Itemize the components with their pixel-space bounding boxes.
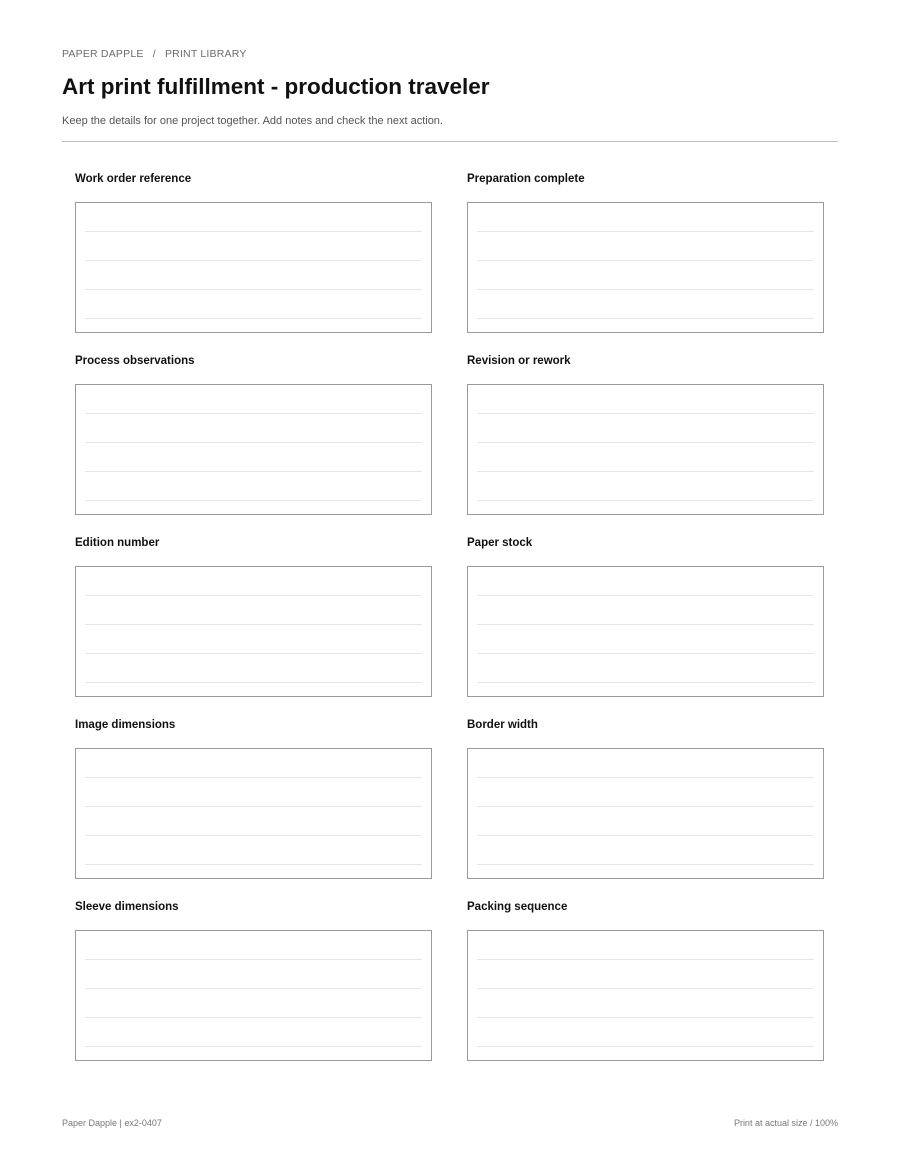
ruled-line: [85, 624, 422, 625]
field-border-width: [467, 718, 827, 879]
write-in-box[interactable]: [75, 384, 432, 515]
ruled-line: [477, 231, 814, 232]
field-label: Sleeve dimensions: [75, 901, 179, 913]
field-revision-or-rework: [467, 354, 827, 515]
write-in-box[interactable]: [75, 930, 432, 1061]
ruled-line: [85, 231, 422, 232]
field-paper-stock: [467, 536, 827, 697]
ruled-line: [477, 835, 814, 836]
ruled-line: [477, 988, 814, 989]
ruled-line: [85, 413, 422, 414]
field-label: Packing sequence: [467, 901, 568, 913]
ruled-line: [85, 442, 422, 443]
breadcrumb-current[interactable]: PRINT LIBRARY: [164, 48, 247, 60]
ruled-line: [477, 413, 814, 414]
field-edition-number: [75, 536, 435, 697]
ruled-line: [477, 260, 814, 261]
write-in-box[interactable]: [467, 566, 824, 697]
field-label: Process observations: [75, 355, 195, 367]
ruled-line: [85, 777, 422, 778]
field-process-observations: [75, 354, 435, 515]
ruled-line: [85, 835, 422, 836]
ruled-line: [85, 471, 422, 472]
ruled-line: [477, 653, 814, 654]
field-preparation-complete: [467, 172, 827, 333]
field-sleeve-dimensions: [75, 900, 435, 1061]
page-title: Art print fulfillment - production traveler: [62, 74, 490, 99]
breadcrumb-root[interactable]: PAPER DAPPLE: [62, 48, 144, 60]
ruled-line: [477, 1046, 814, 1047]
field-label: Edition number: [75, 537, 160, 549]
ruled-line: [477, 806, 814, 807]
ruled-line: [85, 864, 422, 865]
write-in-box[interactable]: [467, 930, 824, 1061]
ruled-line: [85, 988, 422, 989]
ruled-line: [477, 864, 814, 865]
write-in-box[interactable]: [75, 748, 432, 879]
ruled-line: [477, 442, 814, 443]
ruled-line: [85, 500, 422, 501]
ruled-line: [85, 318, 422, 319]
field-packing-sequence: [467, 900, 827, 1061]
field-label: Work order reference: [75, 173, 192, 185]
ruled-line: [477, 471, 814, 472]
ruled-line: [85, 653, 422, 654]
ruled-line: [477, 682, 814, 683]
ruled-line: [477, 318, 814, 319]
field-work-order-reference: [75, 172, 435, 333]
field-image-dimensions: [75, 718, 435, 879]
footer-print-note: Print at actual size / 100%: [733, 1118, 838, 1128]
breadcrumb-separator: /: [152, 48, 156, 60]
write-in-box[interactable]: [75, 202, 432, 333]
ruled-line: [85, 1017, 422, 1018]
ruled-line: [477, 624, 814, 625]
breadcrumb: [62, 48, 247, 60]
ruled-line: [85, 595, 422, 596]
write-in-box[interactable]: [467, 748, 824, 879]
field-label: Border width: [467, 719, 538, 731]
ruled-line: [477, 1017, 814, 1018]
ruled-line: [85, 959, 422, 960]
field-label: Revision or rework: [467, 355, 571, 367]
page-subtitle: Keep the details for one project together. Add notes and check the next action.: [62, 115, 443, 127]
ruled-line: [85, 806, 422, 807]
ruled-line: [477, 500, 814, 501]
ruled-line: [85, 1046, 422, 1047]
ruled-line: [477, 777, 814, 778]
write-in-box[interactable]: [467, 384, 824, 515]
ruled-line: [477, 289, 814, 290]
field-label: Image dimensions: [75, 719, 176, 731]
ruled-line: [85, 289, 422, 290]
footer-document-id: Paper Dapple | ex2-0407: [62, 1118, 162, 1128]
write-in-box[interactable]: [75, 566, 432, 697]
ruled-line: [85, 682, 422, 683]
ruled-line: [477, 595, 814, 596]
field-label: Paper stock: [467, 537, 533, 549]
write-in-box[interactable]: [467, 202, 824, 333]
header-divider: [62, 141, 838, 142]
ruled-line: [477, 959, 814, 960]
field-label: Preparation complete: [467, 173, 585, 185]
ruled-line: [85, 260, 422, 261]
